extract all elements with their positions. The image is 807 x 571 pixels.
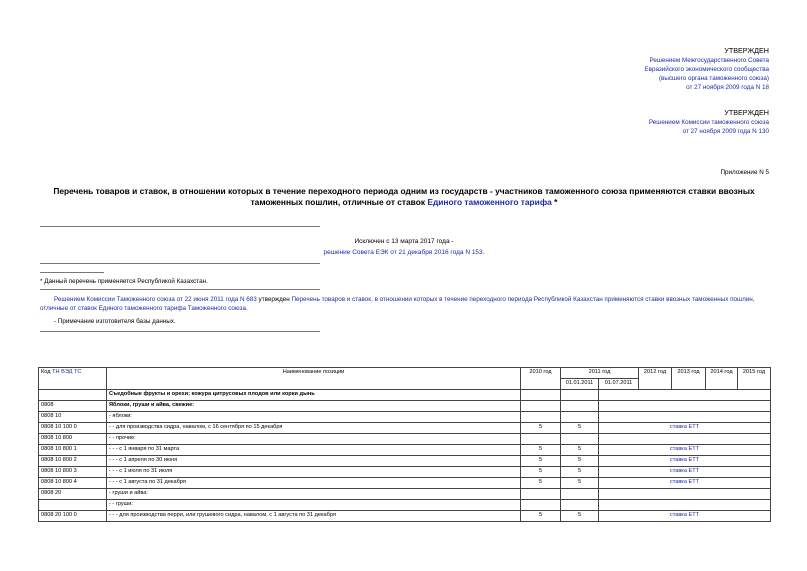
cell-name: Съедобные фрукты и орехи; кожура цитрусовых плодов или корки дынь: [107, 390, 521, 401]
commission-decision-link[interactable]: Решением Комиссии Таможенного союза от 22 июня 2011 года N 683: [54, 296, 257, 303]
cell-code: 0808 10 800 2: [39, 456, 107, 467]
cell-code: 0808: [39, 401, 107, 412]
cell-2011-jan: 5: [561, 456, 599, 467]
footnote-kazakhstan: * Данный перечень применяется Республикой Казахстан.: [40, 278, 208, 285]
divider: [40, 263, 320, 264]
cell-code: 0808 10 800 1: [39, 445, 107, 456]
approval-line[interactable]: Евразийского экономического сообщества: [644, 66, 769, 73]
cell-2011-jan: [561, 412, 599, 423]
cell-2011-jan: [561, 434, 599, 445]
title-tariff-link[interactable]: Единого таможенного тарифа: [427, 197, 552, 207]
cell-2010: [521, 401, 561, 412]
cell-2010: 5: [521, 511, 561, 522]
cell-2011-jan: 5: [561, 478, 599, 489]
table-row: [39, 445, 771, 456]
cell-rate[interactable]: ставка ЕТТ: [599, 456, 771, 467]
cell-2011-jan: 5: [561, 467, 599, 478]
col-header-2011-jan: 01.01.2011: [561, 379, 599, 390]
cell-name: Яблоки, груши и айва, свежие:: [107, 401, 521, 412]
approval-heading: УТВЕРЖДЕН: [724, 108, 769, 117]
approval-line[interactable]: Решением Комиссии таможенного союза: [648, 119, 769, 126]
cell-2011-jan: 5: [561, 445, 599, 456]
footnote-divider: [40, 272, 104, 273]
appendix-label: Приложение N 5: [720, 169, 769, 176]
cell-rate[interactable]: ставка ЕТТ: [599, 423, 771, 434]
cell-2010: [521, 500, 561, 511]
col-header-2010: 2010 год: [521, 368, 561, 390]
table-row: [39, 390, 771, 401]
goods-list-link[interactable]: Перечень товаров и ставок, в отношении которых в течение переходного периода Республикой Казахстан применяются ставки ввозных таможенных пошлин, отличные от ставок Единого таможенного тарифа Таможенного союза.: [40, 296, 755, 312]
title-text: Перечень товаров и ставок, в отношении которых в течение переходного периода одним из государств - участников таможенного союза применяются ставки ввозных таможенных пошлин, отличные от ставок: [53, 186, 755, 207]
cell-name: - - прочие:: [107, 434, 521, 445]
cell-code: 0808 10 800: [39, 434, 107, 445]
table-header-row: [39, 368, 771, 379]
col-header-2012: 2012 год: [639, 368, 672, 390]
approval-line[interactable]: Решением Межгосударственного Совета: [649, 57, 769, 64]
cell-2010: 5: [521, 445, 561, 456]
cell-name: - - - с 1 апреля по 30 июня: [107, 456, 521, 467]
footnote-commission-decision: [40, 295, 770, 313]
cell-2010: 5: [521, 456, 561, 467]
approval-line[interactable]: от 27 ноября 2009 года N 18: [686, 84, 769, 91]
col-header-2014: 2014 год: [706, 368, 738, 390]
cell-name: - - груши:: [107, 500, 521, 511]
cell-2011-jan: [561, 390, 599, 401]
cell-2011-jan: [561, 500, 599, 511]
table-row: [39, 456, 771, 467]
tariff-table: [38, 367, 771, 522]
table-row: [39, 478, 771, 489]
cell-2011-jan: 5: [561, 511, 599, 522]
table-row: [39, 401, 771, 412]
divider: [40, 226, 320, 227]
cell-rate[interactable]: [599, 434, 771, 445]
cell-name: - - - с 1 июля по 31 июля: [107, 467, 521, 478]
divider: [40, 289, 320, 290]
table-row: [39, 423, 771, 434]
col-header-2015: 2015 год: [738, 368, 771, 390]
cell-code: 0808 20: [39, 489, 107, 500]
exclusion-line: Исключен с 13 марта 2017 года -: [354, 238, 454, 245]
approval-heading: УТВЕРЖДЕН: [724, 46, 769, 55]
cell-name: - - для производства сидра, навалом, с 16 сентября по 15 декабря: [107, 423, 521, 434]
cell-name: - - - для производства перри, или грушевого сидра, навалом, с 1 августа по 31 декабря: [107, 511, 521, 522]
table-row: [39, 467, 771, 478]
cell-2011-jan: [561, 401, 599, 412]
cell-name: - - - с 1 августа по 31 декабря: [107, 478, 521, 489]
cell-rate[interactable]: [599, 390, 771, 401]
cell-code: 0808 20 100 0: [39, 511, 107, 522]
cell-2010: [521, 434, 561, 445]
cell-code: [39, 500, 107, 511]
note-text: утвержден: [256, 296, 292, 303]
document-title: [40, 186, 768, 208]
cell-2011-jan: [561, 489, 599, 500]
table-row: [39, 500, 771, 511]
cell-2010: 5: [521, 423, 561, 434]
cell-rate[interactable]: ставка ЕТТ: [599, 478, 771, 489]
col-header-name: Наименование позиции: [107, 368, 521, 390]
col-header-2011-jul: 01.07.2011: [599, 379, 639, 390]
cell-name: - - - с 1 января по 31 марта: [107, 445, 521, 456]
divider: [40, 331, 320, 332]
table-row: [39, 412, 771, 423]
cell-2010: 5: [521, 467, 561, 478]
cell-code: 0808 10 800 4: [39, 478, 107, 489]
database-maker-note: - Примечание изготовителя базы данных.: [54, 318, 176, 325]
cell-2010: [521, 390, 561, 401]
cell-2011-jan: 5: [561, 423, 599, 434]
cell-name: - яблоки:: [107, 412, 521, 423]
cell-2010: [521, 489, 561, 500]
table-row: [39, 511, 771, 522]
cell-code: 0808 10 100 0: [39, 423, 107, 434]
approval-line[interactable]: (высшего органа таможенного союза): [658, 75, 769, 82]
approval-block-council: [644, 46, 769, 92]
exclusion-decision-link[interactable]: решение Совета ЕЭК от 21 декабря 2016 года N 153.: [323, 249, 485, 256]
cell-code: [39, 390, 107, 401]
cell-rate[interactable]: [599, 500, 771, 511]
col-header-code: [39, 368, 107, 390]
cell-code: 0808 10 800 3: [39, 467, 107, 478]
approval-block-commission: [649, 108, 769, 136]
cell-rate[interactable]: [599, 489, 771, 500]
table-row: [39, 489, 771, 500]
cell-name: - груши и айва:: [107, 489, 521, 500]
table-row: [39, 434, 771, 445]
cell-2010: 5: [521, 478, 561, 489]
cell-rate[interactable]: ставка ЕТТ: [599, 445, 771, 456]
cell-rate[interactable]: ставка ЕТТ: [599, 511, 771, 522]
cell-rate[interactable]: ставка ЕТТ: [599, 467, 771, 478]
cell-rate[interactable]: [599, 401, 771, 412]
cell-rate[interactable]: [599, 412, 771, 423]
col-header-2013: 2013 год: [672, 368, 706, 390]
exclusion-notice: [40, 236, 768, 258]
col-header-2011: 2011 год: [561, 368, 639, 379]
cell-2010: [521, 412, 561, 423]
title-footnote-mark: *: [551, 197, 558, 207]
header-text: Код: [41, 369, 53, 375]
cell-code: 0808 10: [39, 412, 107, 423]
tn-ved-link[interactable]: ТН ВЭД ТС: [52, 369, 82, 375]
approval-line[interactable]: от 27 ноября 2009 года N 130: [682, 128, 769, 135]
